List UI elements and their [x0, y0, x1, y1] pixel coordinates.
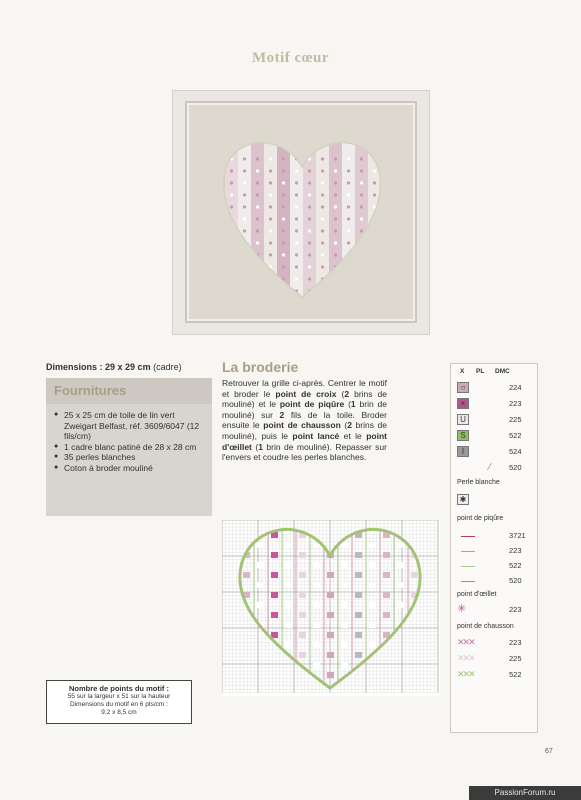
stitch-mark	[271, 592, 278, 598]
stitch-mark	[341, 602, 348, 608]
dmc-code: 522	[509, 561, 522, 570]
dmc-code: 223	[509, 605, 522, 614]
stitch-mark	[341, 562, 348, 568]
stitch-dot	[373, 217, 376, 220]
stitch-count-line: Dimensions du motif en 6 pts/cm :	[70, 701, 168, 708]
stitch-mark	[369, 542, 376, 548]
stitch-dot	[243, 265, 246, 268]
stitch-dot	[360, 217, 363, 220]
stitch-mark	[369, 642, 376, 648]
stitch-dot	[321, 157, 324, 160]
stitch-dot	[269, 181, 272, 184]
stitch-dot	[308, 253, 311, 256]
instruction-segment: 2	[279, 409, 285, 420]
stitch-symbol-icon: ×	[457, 398, 469, 409]
herringbone-stitch-icon: ✕✕✕	[457, 653, 474, 663]
stitch-mark	[271, 572, 278, 578]
instruction-segment: 2	[344, 388, 350, 399]
stitch-mark	[285, 642, 292, 648]
stitch-mark	[243, 572, 250, 578]
stitch-dot	[373, 193, 376, 196]
stitch-dot	[321, 265, 324, 268]
instruction-segment: 2	[347, 420, 352, 431]
herringbone-stitch-icon: ✕✕✕	[457, 637, 474, 647]
dmc-code: 224	[509, 383, 522, 392]
stitch-mark	[285, 542, 292, 548]
stitch-dot	[243, 157, 246, 160]
stitch-dot	[360, 181, 363, 184]
stitch-dot	[334, 253, 337, 256]
stitch-dot	[256, 241, 259, 244]
stitch-mark	[397, 582, 404, 588]
stitch-mark	[327, 572, 334, 578]
stitch-dot	[230, 205, 233, 208]
stitch-mark	[299, 552, 306, 558]
stitch-dot	[360, 205, 363, 208]
stitch-dot	[347, 205, 350, 208]
stitch-dot	[360, 289, 363, 292]
stitch-dot	[308, 181, 311, 184]
stitch-mark	[327, 632, 334, 638]
stitch-dot	[360, 253, 363, 256]
stitch-dot	[256, 193, 259, 196]
stitch-dot	[230, 193, 233, 196]
stitch-mark	[313, 562, 320, 568]
instruction-segment: brins de mouliné), puis le	[222, 420, 388, 441]
backstitch-line-icon	[461, 581, 475, 582]
stitch-mark	[313, 602, 320, 608]
stitch-dot	[269, 157, 272, 160]
stitch-dot	[347, 229, 350, 232]
list-item: ● 1 cadre blanc patiné de 28 x 28 cm	[54, 442, 204, 453]
legend-row	[451, 461, 539, 475]
stitch-dot	[269, 229, 272, 232]
stitch-mark	[397, 602, 404, 608]
stitch-mark	[285, 622, 292, 628]
stitch-mark	[369, 602, 376, 608]
stitch-symbol-icon: S	[457, 430, 469, 441]
heart-stripe	[264, 141, 277, 301]
stitch-dot	[256, 169, 259, 172]
color-legend	[450, 363, 538, 733]
legend-row	[451, 636, 539, 650]
stitch-dot	[243, 217, 246, 220]
grid-background	[222, 520, 440, 696]
stitch-dot	[269, 205, 272, 208]
stitch-symbol-icon: ○	[457, 382, 469, 393]
stitch-mark	[369, 562, 376, 568]
backstitch-line-icon	[461, 566, 475, 567]
stitch-dot	[347, 193, 350, 196]
stitch-dot	[282, 157, 285, 160]
herringbone-stitch-icon: ✕✕✕	[457, 669, 474, 679]
page-title: Motif cœur	[251, 50, 330, 66]
legend-header-pl: PL	[476, 368, 485, 375]
stitch-dot	[308, 169, 311, 172]
stitch-mark	[369, 622, 376, 628]
eyelet-stitch-icon: ✳	[457, 603, 467, 615]
stitch-dot	[373, 169, 376, 172]
dmc-code: 3721	[509, 531, 526, 540]
legend-row	[451, 445, 539, 459]
stitch-dot	[334, 241, 337, 244]
stitch-mark	[299, 592, 306, 598]
stitch-mark	[383, 612, 390, 618]
stitch-dot	[360, 241, 363, 244]
stitch-mark	[285, 582, 292, 588]
stitch-dot	[243, 205, 246, 208]
stitch-dot	[373, 181, 376, 184]
stitch-dot	[256, 205, 259, 208]
dmc-code: 223	[509, 546, 522, 555]
stitch-dot	[373, 265, 376, 268]
legend-row	[451, 493, 539, 507]
stitch-mark	[341, 582, 348, 588]
stitch-mark	[355, 632, 362, 638]
legend-row	[451, 529, 539, 543]
stitch-dot	[282, 217, 285, 220]
stitch-mark	[257, 542, 264, 548]
stitch-dot	[347, 289, 350, 292]
backstitch-line-icon	[461, 551, 475, 552]
fournitures-list	[46, 404, 212, 473]
embroidered-heart-picture	[173, 91, 431, 336]
stitch-dot	[334, 181, 337, 184]
instruction-segment: (	[336, 388, 345, 399]
stitch-symbol-icon: U	[457, 414, 469, 425]
stitch-mark	[313, 622, 320, 628]
stitch-dot	[308, 229, 311, 232]
stitch-mark	[313, 582, 320, 588]
stitch-dot	[308, 277, 311, 280]
stitch-dot	[347, 241, 350, 244]
legend-section-label: point de chausson	[457, 623, 514, 630]
stitch-dot	[347, 181, 350, 184]
stitch-dot	[243, 181, 246, 184]
stitch-dot	[360, 277, 363, 280]
stitch-dot	[256, 229, 259, 232]
broderie-heading: La broderie	[222, 359, 299, 375]
backstitch-line-icon	[461, 536, 475, 537]
stitch-dot	[321, 289, 324, 292]
stitch-dot	[269, 169, 272, 172]
instruction-segment: point lancé	[292, 430, 340, 441]
stitch-mark	[313, 642, 320, 648]
dmc-code: 520	[509, 576, 522, 585]
pearl-icon: ✱	[457, 494, 469, 505]
heart-stripe	[251, 141, 264, 301]
stitch-dot	[373, 253, 376, 256]
dmc-code: 522	[509, 670, 522, 679]
legend-header	[451, 368, 539, 380]
stitch-mark	[341, 662, 348, 668]
stitch-dot	[243, 193, 246, 196]
instruction-segment: point de croix	[275, 388, 337, 399]
stitch-dot	[334, 157, 337, 160]
stitch-dot	[269, 241, 272, 244]
legend-row	[451, 574, 539, 588]
stitch-dot	[295, 205, 298, 208]
stitch-dot	[282, 193, 285, 196]
stitch-dot	[243, 277, 246, 280]
stitch-dot	[321, 253, 324, 256]
stitch-dot	[334, 205, 337, 208]
stitch-dot	[321, 205, 324, 208]
stitch-mark	[271, 632, 278, 638]
instruction-segment: Retrouver la grille ci-après. Centrer le motif et broder le	[222, 378, 387, 399]
stitch-mark	[411, 572, 418, 578]
instruction-segment: point de piqûre	[279, 399, 345, 410]
stitch-dot	[360, 229, 363, 232]
dimensions-line	[46, 362, 182, 372]
stitch-dot	[373, 277, 376, 280]
stitch-mark	[327, 672, 334, 678]
stitch-dot	[308, 217, 311, 220]
stitch-dot	[295, 169, 298, 172]
legend-row	[451, 544, 539, 558]
list-item: ● Coton à broder mouliné	[54, 463, 204, 474]
stitch-mark	[383, 592, 390, 598]
stitch-dot	[347, 157, 350, 160]
stitch-dot	[230, 181, 233, 184]
stitch-mark	[257, 582, 264, 588]
stitch-mark	[257, 602, 264, 608]
stitch-dot	[347, 265, 350, 268]
stitch-dot	[347, 217, 350, 220]
heart-stripe	[238, 141, 251, 301]
list-item: ● 35 perles blanches	[54, 452, 204, 463]
stitch-dot	[282, 253, 285, 256]
stitch-mark	[299, 632, 306, 638]
legend-row	[451, 668, 539, 682]
stitch-count-box	[46, 680, 192, 724]
legend-header-dmc: DMC	[495, 368, 510, 375]
dimensions-value: 29 x 29 cm	[105, 362, 151, 372]
stitch-dot	[347, 277, 350, 280]
stitch-dot	[269, 253, 272, 256]
stitch-dot	[243, 229, 246, 232]
dmc-code: 225	[509, 654, 522, 663]
instruction-segment: (	[344, 399, 351, 410]
legend-row	[451, 652, 539, 666]
legend-section-label: point de piqûre	[457, 515, 504, 522]
instruction-segment: (	[340, 420, 348, 431]
stitch-dot	[373, 229, 376, 232]
stitch-dot	[308, 265, 311, 268]
stitch-dot	[269, 217, 272, 220]
stitch-mark	[355, 652, 362, 658]
stitch-dot	[295, 217, 298, 220]
stitch-dot	[334, 277, 337, 280]
stitch-dot	[256, 289, 259, 292]
stitch-dot	[269, 289, 272, 292]
stitch-dot	[334, 229, 337, 232]
legend-row	[451, 397, 539, 411]
stitch-dot	[230, 241, 233, 244]
stitch-dot	[334, 289, 337, 292]
stitch-dot	[308, 193, 311, 196]
stitch-dot	[308, 241, 311, 244]
half-stitch-icon: ⁄	[489, 462, 491, 473]
stitch-dot	[269, 193, 272, 196]
legend-row	[451, 559, 539, 573]
stitch-dot	[243, 253, 246, 256]
stitch-dot	[334, 169, 337, 172]
stitch-dot	[295, 181, 298, 184]
stitch-mark	[285, 602, 292, 608]
stitch-dot	[230, 277, 233, 280]
broderie-instructions	[222, 378, 387, 463]
legend-section-label: point d'œillet	[457, 591, 497, 598]
stitch-dot	[282, 181, 285, 184]
stitch-dot	[295, 253, 298, 256]
stitch-mark	[341, 642, 348, 648]
stitch-dot	[334, 193, 337, 196]
legend-row	[451, 603, 539, 617]
stitch-dot	[282, 169, 285, 172]
stitch-mark	[341, 622, 348, 628]
instruction-segment: fils de la toile. Broder ensuite le	[222, 409, 387, 431]
dmc-code: 225	[509, 415, 522, 424]
stitch-mark	[397, 542, 404, 548]
dmc-code: 520	[509, 463, 522, 472]
chart-grid	[222, 520, 440, 696]
dmc-code: 524	[509, 447, 522, 456]
stitch-mark	[299, 612, 306, 618]
stitch-mark	[383, 572, 390, 578]
legend-row	[451, 413, 539, 427]
dimensions-note: (cadre)	[153, 362, 182, 372]
stitch-dot	[360, 193, 363, 196]
stitch-dot	[295, 265, 298, 268]
stitch-mark	[327, 592, 334, 598]
cross-stitch-grid	[222, 520, 440, 696]
stitch-dot	[295, 277, 298, 280]
stitch-mark	[285, 562, 292, 568]
stitch-dot	[295, 241, 298, 244]
stitch-dot	[321, 181, 324, 184]
stitch-mark	[271, 552, 278, 558]
stitch-dot	[256, 265, 259, 268]
legend-section-label: Perle blanche	[457, 479, 500, 486]
instruction-segment: 1	[350, 399, 356, 410]
stitch-count-line: 9,2 x 8,5 cm	[101, 709, 137, 716]
stitch-mark	[355, 572, 362, 578]
dmc-code: 223	[509, 399, 522, 408]
stitch-mark	[257, 562, 264, 568]
stitch-dot	[295, 193, 298, 196]
site-watermark: PassionForum.ru	[469, 786, 581, 800]
stitch-dot	[243, 289, 246, 292]
framed-heart-photo	[172, 90, 430, 335]
stitch-dot	[373, 289, 376, 292]
stitch-dot	[243, 169, 246, 172]
stitch-dot	[230, 169, 233, 172]
heart-stripe	[303, 141, 316, 301]
stitch-mark	[327, 612, 334, 618]
instruction-segment: point d'œillet	[222, 430, 387, 452]
stitch-dot	[282, 229, 285, 232]
dmc-code: 522	[509, 431, 522, 440]
stitch-dot	[282, 205, 285, 208]
stitch-mark	[313, 662, 320, 668]
stitch-dot	[321, 193, 324, 196]
instruction-segment: brin de mouliné). Repasser sur l'envers et coudre les perles blanches.	[222, 441, 387, 463]
instruction-segment: et le	[339, 430, 367, 441]
stitch-mark	[271, 612, 278, 618]
stitch-dot	[256, 157, 259, 160]
stitch-symbol-icon: I	[457, 446, 469, 457]
stitch-dot	[321, 241, 324, 244]
dimensions-label: Dimensions :	[46, 362, 103, 372]
stitch-mark	[299, 572, 306, 578]
legend-row	[451, 429, 539, 443]
stitch-mark	[341, 542, 348, 548]
heart-stripe	[316, 141, 329, 301]
stitch-dot	[230, 229, 233, 232]
instruction-segment: brin de mouliné) sur	[222, 399, 387, 420]
stitch-dot	[282, 265, 285, 268]
stitch-dot	[230, 253, 233, 256]
stitch-dot	[373, 241, 376, 244]
dmc-code: 223	[509, 638, 522, 647]
stitch-dot	[321, 169, 324, 172]
stitch-mark	[397, 562, 404, 568]
stitch-dot	[360, 169, 363, 172]
stitch-dot	[360, 265, 363, 268]
stitch-dot	[308, 205, 311, 208]
stitch-mark	[355, 612, 362, 618]
stitch-count-line: 55 sur la largeur x 51 sur la hauteur	[67, 693, 171, 700]
stitch-dot	[282, 289, 285, 292]
heart-stripe	[342, 141, 355, 301]
legend-header-x: X	[460, 368, 465, 375]
stitch-dot	[282, 241, 285, 244]
stitch-mark	[327, 652, 334, 658]
stitch-dot	[295, 229, 298, 232]
stitch-dot	[256, 277, 259, 280]
stitch-mark	[369, 582, 376, 588]
stitch-dot	[256, 217, 259, 220]
stitch-dot	[321, 229, 324, 232]
fournitures-box	[46, 378, 212, 516]
stitch-mark	[299, 652, 306, 658]
instruction-segment: point de chausson	[263, 420, 341, 431]
page-number: 67	[545, 748, 553, 755]
stitch-dot	[321, 217, 324, 220]
list-item: ● 25 x 25 cm de toile de lin vert Zweigart Belfast, réf. 3609/6047 (12 fils/cm)	[54, 410, 204, 442]
stitch-mark	[355, 552, 362, 558]
stitch-dot	[230, 265, 233, 268]
stitch-dot	[256, 181, 259, 184]
stitch-dot	[347, 169, 350, 172]
stitch-count-heading: Nombre de points du motif :	[69, 684, 169, 693]
heart-stripe	[355, 141, 368, 301]
stitch-dot	[269, 277, 272, 280]
instruction-segment: brins de mouliné) et le	[222, 388, 387, 410]
stitch-mark	[355, 592, 362, 598]
instruction-segment: (	[251, 441, 259, 452]
legend-row	[451, 381, 539, 395]
stitch-mark	[383, 552, 390, 558]
stitch-dot	[334, 217, 337, 220]
fournitures-heading: Fournitures	[46, 378, 212, 404]
instruction-segment: 1	[258, 441, 263, 452]
stitch-dot	[230, 289, 233, 292]
heart-stripe	[329, 141, 342, 301]
stitch-dot	[360, 157, 363, 160]
